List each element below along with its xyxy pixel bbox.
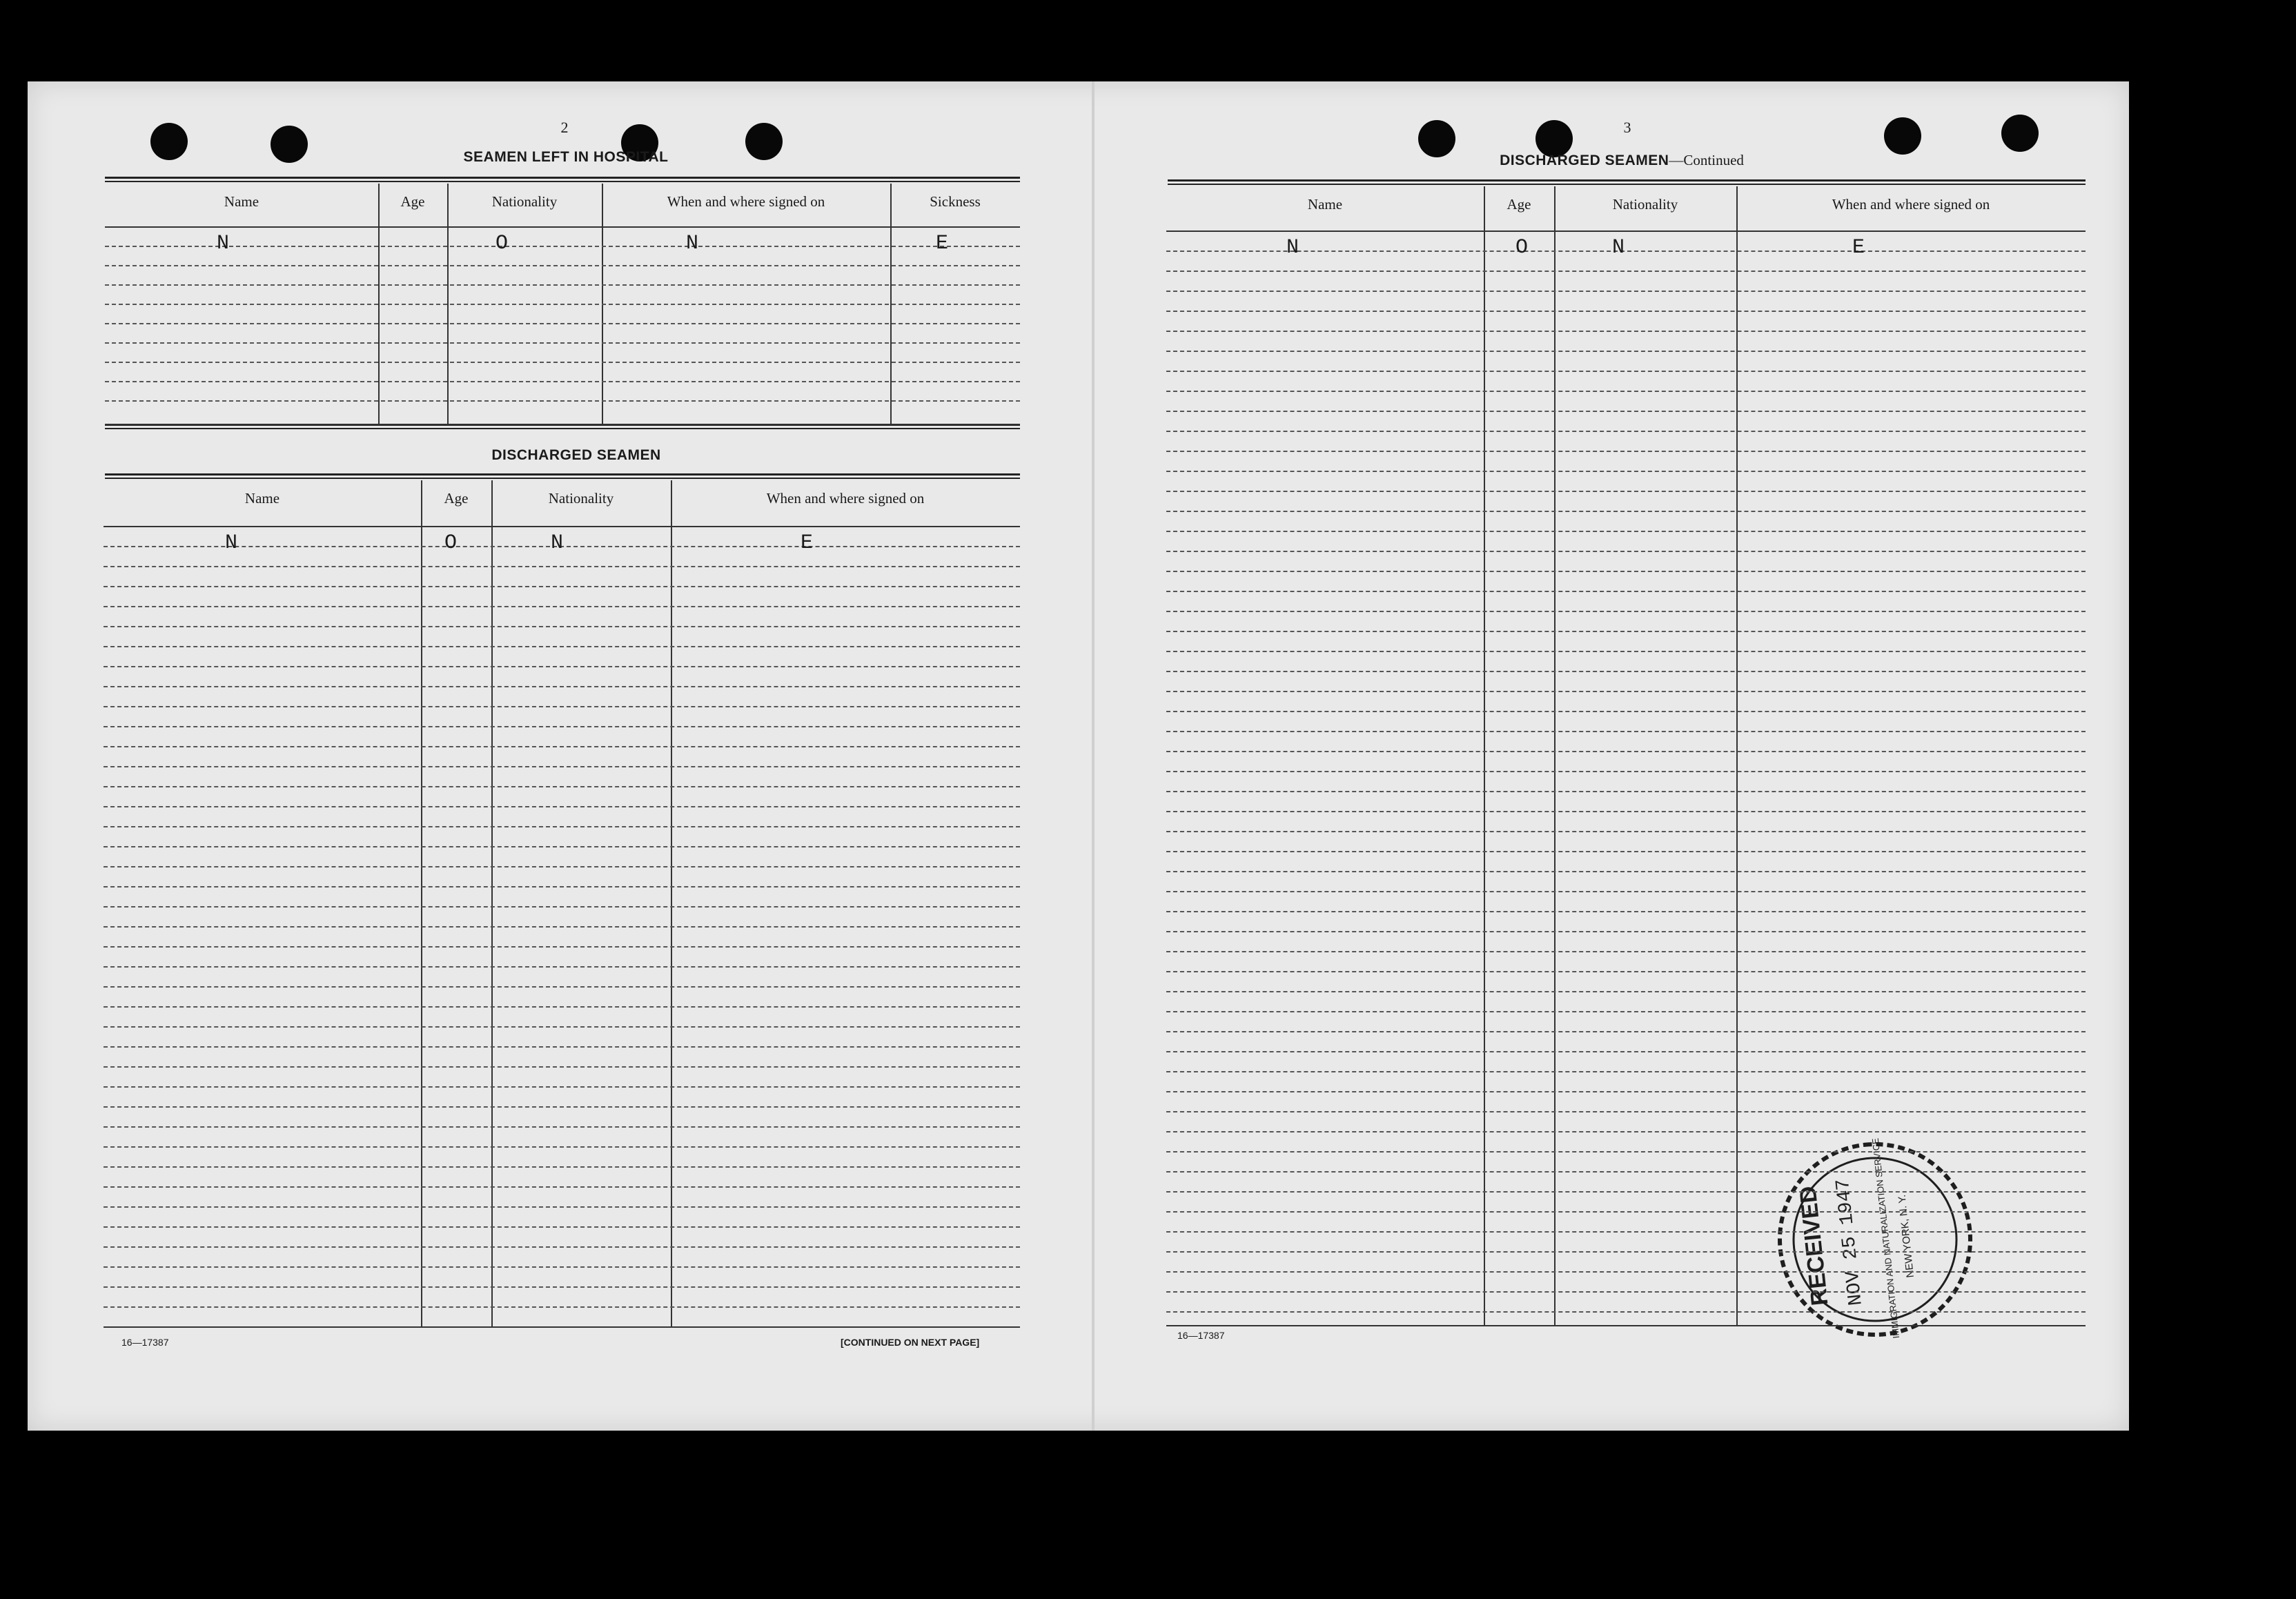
right-ruling-line: [1166, 671, 2086, 672]
right-ruling-line: [1166, 811, 2086, 812]
right-ruling-line: [1166, 711, 2086, 712]
stamp-date: NOV 25 1947: [1832, 1177, 1867, 1307]
right-ruling-line: [1166, 971, 2086, 972]
right-ruling-line: [1166, 1311, 2086, 1313]
discharged-ruling-line: [104, 606, 1020, 607]
right-column-divider: [1554, 186, 1556, 1325]
right-header-rule: [1166, 230, 2086, 232]
right-ruling-line: [1166, 1291, 2086, 1293]
right-ruling-line: [1166, 471, 2086, 472]
right-ruling-line: [1166, 1131, 2086, 1132]
right-title-main: DISCHARGED SEAMEN: [1500, 153, 1669, 168]
discharged-ruling-line: [104, 566, 1020, 567]
right-ruling-line: [1166, 251, 2086, 252]
discharged-ruling-line: [104, 746, 1020, 747]
right-section-title: [1415, 152, 1829, 169]
hospital-ruling-line: [105, 284, 1020, 286]
right-bottom-line: [1166, 1325, 2086, 1326]
discharged-entry-letter: N: [551, 531, 564, 555]
right-ruling-line: [1166, 871, 2086, 872]
discharged-ruling-line: [104, 1126, 1020, 1128]
hospital-ruling-line: [105, 342, 1020, 344]
page-number-left: 2: [560, 119, 569, 136]
right-ruling-line: [1166, 1071, 2086, 1072]
discharged-ruling-line: [104, 946, 1020, 948]
right-ruling-line: [1166, 271, 2086, 272]
discharged-ruling-line: [104, 966, 1020, 968]
right-ruling-line: [1166, 591, 2086, 592]
hospital-ruling-line: [105, 400, 1020, 402]
right-ruling-line: [1166, 551, 2086, 552]
discharged-ruling-line: [104, 786, 1020, 787]
right-column-header: Name: [1307, 196, 1343, 213]
hospital-ruling-line: [105, 381, 1020, 382]
hospital-entry-letter: E: [936, 232, 949, 255]
punch-hole: [271, 126, 308, 163]
right-ruling-line: [1166, 411, 2086, 412]
stamp-agency: IMMIGRATION AND NATURALIZATION SERVICE: [1870, 1137, 1902, 1340]
discharged-header-rule: [104, 526, 1020, 527]
discharged-ruling-line: [104, 1186, 1020, 1188]
stamp-received: RECEIVED: [1794, 1184, 1834, 1307]
discharged-ruling-line: [104, 626, 1020, 627]
right-ruling-line: [1166, 631, 2086, 632]
continued-note: [CONTINUED ON NEXT PAGE]: [841, 1337, 980, 1348]
discharged-top-rule: [105, 473, 1020, 479]
discharged-ruling-line: [104, 1246, 1020, 1248]
discharged-section-title: DISCHARGED SEAMEN: [491, 447, 661, 463]
right-ruling-line: [1166, 691, 2086, 692]
discharged-ruling-line: [104, 846, 1020, 847]
discharged-ruling-line: [104, 766, 1020, 767]
right-ruling-line: [1166, 791, 2086, 792]
right-ruling-line: [1166, 491, 2086, 492]
discharged-ruling-line: [104, 1286, 1020, 1288]
discharged-ruling-line: [104, 986, 1020, 988]
right-ruling-line: [1166, 351, 2086, 352]
discharged-bottom-line: [104, 1326, 1020, 1328]
hospital-header-rule: [105, 226, 1020, 228]
right-ruling-line: [1166, 771, 2086, 772]
hospital-ruling-line: [105, 246, 1020, 247]
hospital-column-header: Sickness: [930, 193, 981, 210]
punch-hole: [2001, 115, 2039, 152]
discharged-ruling-line: [104, 666, 1020, 667]
hospital-entry-letter: O: [495, 232, 509, 255]
discharged-ruling-line: [104, 866, 1020, 867]
right-ruling-line: [1166, 1111, 2086, 1112]
right-entry-letter: E: [1852, 236, 1865, 259]
discharged-ruling-line: [104, 1146, 1020, 1148]
right-ruling-line: [1166, 831, 2086, 832]
right-ruling-line: [1166, 331, 2086, 332]
hospital-column-header: When and where signed on: [667, 193, 825, 210]
hospital-column-header: Nationality: [491, 193, 558, 210]
right-ruling-line: [1166, 1031, 2086, 1032]
right-ruling-line: [1166, 531, 2086, 532]
discharged-ruling-line: [104, 586, 1020, 587]
discharged-column-header: Age: [444, 490, 469, 507]
discharged-ruling-line: [104, 1006, 1020, 1008]
right-ruling-line: [1166, 1251, 2086, 1253]
right-ruling-line: [1166, 451, 2086, 452]
discharged-ruling-line: [104, 1166, 1020, 1168]
hospital-ruling-line: [105, 265, 1020, 266]
hospital-bottom-line: [105, 424, 1020, 425]
right-ruling-line: [1166, 431, 2086, 432]
right-ruling-line: [1166, 1231, 2086, 1233]
discharged-ruling-line: [104, 926, 1020, 928]
discharged-ruling-line: [104, 1306, 1020, 1308]
hospital-ruling-line: [105, 304, 1020, 305]
right-ruling-line: [1166, 951, 2086, 952]
hospital-column-header: Name: [224, 193, 259, 210]
right-ruling-line: [1166, 371, 2086, 372]
right-column-header: Age: [1507, 196, 1531, 213]
right-entry-letter: N: [1612, 236, 1625, 259]
discharged-ruling-line: [104, 886, 1020, 887]
punch-hole: [1884, 117, 1921, 155]
discharged-column-header: Name: [244, 490, 280, 507]
right-ruling-line: [1166, 911, 2086, 912]
stamp-location: NEW YORK, N. Y.: [1896, 1194, 1917, 1279]
form-number-left: 16—17387: [121, 1337, 169, 1348]
discharged-ruling-line: [104, 646, 1020, 647]
right-entry-letter: O: [1515, 236, 1529, 259]
right-ruling-line: [1166, 1171, 2086, 1173]
hospital-ruling-line: [105, 323, 1020, 324]
discharged-ruling-line: [104, 1086, 1020, 1088]
discharged-ruling-line: [104, 1046, 1020, 1048]
right-ruling-line: [1166, 311, 2086, 312]
discharged-ruling-line: [104, 806, 1020, 807]
discharged-column-header: When and where signed on: [766, 490, 925, 507]
hospital-entry-letter: N: [686, 232, 699, 255]
discharged-ruling-line: [104, 706, 1020, 707]
punch-hole: [150, 123, 188, 160]
right-column-header: Nationality: [1612, 196, 1678, 213]
page-number-right: 3: [1623, 119, 1631, 136]
right-ruling-line: [1166, 651, 2086, 652]
right-column-divider: [1484, 186, 1485, 1325]
right-ruling-line: [1166, 1151, 2086, 1152]
right-ruling-line: [1166, 391, 2086, 392]
right-ruling-line: [1166, 1051, 2086, 1052]
right-ruling-line: [1166, 891, 2086, 892]
right-entry-letter: N: [1286, 236, 1299, 259]
right-ruling-line: [1166, 751, 2086, 752]
discharged-ruling-line: [104, 1106, 1020, 1108]
right-ruling-line: [1166, 1011, 2086, 1012]
right-ruling-line: [1166, 611, 2086, 612]
discharged-entry-letter: E: [801, 531, 814, 555]
right-ruling-line: [1166, 991, 2086, 992]
hospital-ruling-line: [105, 362, 1020, 363]
right-ruling-line: [1166, 511, 2086, 512]
right-ruling-line: [1166, 571, 2086, 572]
right-ruling-line: [1166, 1091, 2086, 1092]
right-ruling-line: [1166, 731, 2086, 732]
right-ruling-line: [1166, 931, 2086, 932]
page-fold: [1092, 81, 1095, 1431]
hospital-top-rule: [105, 177, 1020, 182]
hospital-section-title: SEAMEN LEFT IN HOSPITAL: [463, 149, 669, 165]
discharged-ruling-line: [104, 1026, 1020, 1028]
right-ruling-line: [1166, 1271, 2086, 1273]
discharged-ruling-line: [104, 726, 1020, 727]
discharged-entry-letter: O: [444, 531, 458, 555]
right-ruling-line: [1166, 291, 2086, 292]
form-number-right: 16—17387: [1177, 1330, 1225, 1341]
discharged-ruling-line: [104, 1266, 1020, 1268]
discharged-ruling-line: [104, 1226, 1020, 1228]
right-title-suffix: —Continued: [1669, 152, 1744, 168]
discharged-ruling-line: [104, 826, 1020, 827]
right-column-divider: [1736, 186, 1738, 1325]
right-top-rule: [1168, 179, 2086, 185]
discharged-column-header: Nationality: [548, 490, 614, 507]
discharged-entry-letter: N: [225, 531, 238, 555]
right-ruling-line: [1166, 851, 2086, 852]
discharged-ruling-line: [104, 906, 1020, 908]
discharged-ruling-line: [104, 1066, 1020, 1068]
right-ruling-line: [1166, 1211, 2086, 1213]
right-column-header: When and where signed on: [1832, 196, 1990, 213]
hospital-entry-letter: N: [217, 232, 230, 255]
right-ruling-line: [1166, 1191, 2086, 1193]
discharged-ruling-line: [104, 1206, 1020, 1208]
hospital-column-header: Age: [400, 193, 425, 210]
discharged-ruling-line: [104, 686, 1020, 687]
